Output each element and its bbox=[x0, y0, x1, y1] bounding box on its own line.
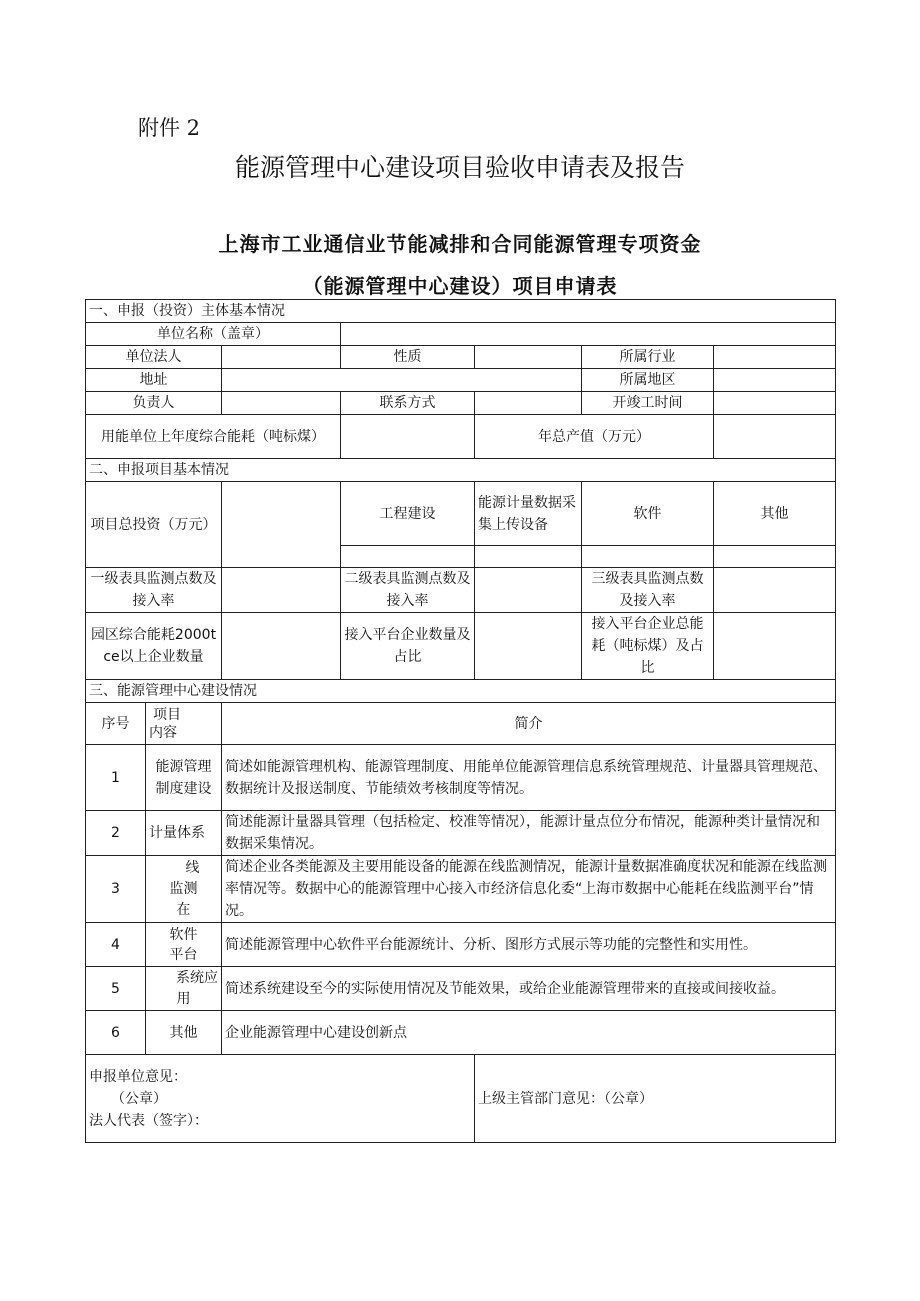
person-in-charge-value[interactable] bbox=[222, 392, 341, 415]
row-item-part-a: 系统应 bbox=[176, 969, 218, 986]
nature-value[interactable] bbox=[475, 346, 582, 369]
table-row bbox=[86, 856, 836, 923]
park-energy-label: 园区综合能耗2000tce以上企业数量 bbox=[86, 613, 222, 680]
software-label: 软件 bbox=[582, 482, 714, 546]
legal-rep-signature-label: 法人代表（签字）： bbox=[89, 1112, 208, 1129]
address-value[interactable] bbox=[222, 369, 582, 392]
row-no: 5 bbox=[86, 967, 146, 1011]
row-no: 3 bbox=[86, 856, 146, 923]
energy-use-value[interactable] bbox=[341, 415, 475, 459]
row-no: 4 bbox=[86, 923, 146, 967]
row-item-part-a: 软件 bbox=[169, 926, 198, 943]
industry-label: 所属行业 bbox=[582, 346, 714, 369]
row-item bbox=[146, 967, 222, 1011]
row-item-part-b: 平台 bbox=[169, 946, 198, 963]
other-label: 其他 bbox=[714, 482, 836, 546]
col-seq-header: 序号 bbox=[86, 703, 146, 745]
annual-output-value[interactable] bbox=[714, 415, 836, 459]
attachment-label: 附件 2 bbox=[138, 116, 201, 140]
other-value[interactable] bbox=[714, 546, 836, 568]
contact-label: 联系方式 bbox=[341, 392, 475, 415]
level3-value[interactable] bbox=[714, 568, 836, 613]
person-in-charge-label: 负责人 bbox=[86, 392, 222, 415]
metering-devices-label: 能源计量数据采集上传设备 bbox=[475, 482, 582, 546]
applicant-opinion-cell[interactable] bbox=[86, 1055, 475, 1143]
col-item-header bbox=[146, 703, 222, 745]
table-row bbox=[86, 811, 836, 856]
applicant-opinion-label: 申报单位意见： bbox=[89, 1068, 187, 1085]
section3-title: 三、能源管理中心建设情况 bbox=[86, 680, 836, 703]
region-label: 所属地区 bbox=[582, 369, 714, 392]
engineering-value[interactable] bbox=[341, 546, 475, 568]
row-no: 1 bbox=[86, 745, 146, 811]
annual-output-label: 年总产值（万元） bbox=[475, 415, 714, 459]
col-item-header-top: 项目 bbox=[153, 706, 181, 723]
platform-energy-label: 接入平台企业总能耗（吨标煤）及占比 bbox=[582, 613, 714, 680]
contact-value[interactable] bbox=[475, 392, 582, 415]
row-description: 简述企业各类能源及主要用能设备的能源在线监测情况，能源计量数据准确度状况和能源在线监测率情况等。数据中心的能源管理中心接入市经济信息化委“上海市数据中心能耗在线监测平台”情况。 bbox=[222, 856, 836, 923]
section1-title: 一、申报（投资）主体基本情况 bbox=[86, 300, 836, 323]
row-no: 2 bbox=[86, 811, 146, 856]
row-item-part-a: 线 bbox=[185, 859, 200, 876]
form-title-line2: （能源管理中心建设）项目申请表 bbox=[302, 274, 618, 298]
start-end-time-value[interactable] bbox=[714, 392, 836, 415]
total-invest-label: 项目总投资（万元） bbox=[86, 482, 222, 568]
region-value[interactable] bbox=[714, 369, 836, 392]
platform-energy-value[interactable] bbox=[714, 613, 836, 680]
form-title-line1: 上海市工业通信业节能减排和合同能源管理专项资金 bbox=[218, 232, 702, 256]
row-item: 能源管理制度建设 bbox=[146, 745, 222, 811]
level1-value[interactable] bbox=[222, 568, 341, 613]
table-row bbox=[86, 923, 836, 967]
row-item: 计量体系 bbox=[146, 811, 222, 856]
level1-label: 一级表具监测点数及接入率 bbox=[86, 568, 222, 613]
level2-value[interactable] bbox=[475, 568, 582, 613]
row-description: 简述如能源管理机构、能源管理制度、用能单位能源管理信息系统管理规范、计量器具管理规范、数据统计及报送制度、节能绩效考核制度等情况。 bbox=[222, 745, 836, 811]
application-form-table bbox=[85, 299, 836, 1143]
row-item-part-b: 用 bbox=[176, 990, 191, 1007]
row-description: 简述能源管理中心软件平台能源统计、分析、图形方式展示等功能的完整性和实用性。 bbox=[222, 923, 836, 967]
legal-person-value[interactable] bbox=[222, 346, 341, 369]
park-energy-value[interactable] bbox=[222, 613, 341, 680]
row-item bbox=[146, 923, 222, 967]
legal-person-label: 单位法人 bbox=[86, 346, 222, 369]
engineering-label: 工程建设 bbox=[341, 482, 475, 546]
energy-use-label: 用能单位上年度综合能耗（吨标煤） bbox=[86, 415, 341, 459]
platform-count-value[interactable] bbox=[475, 613, 582, 680]
col-intro-header: 简介 bbox=[222, 703, 836, 745]
level3-label: 三级表具监测点数及接入率 bbox=[582, 568, 714, 613]
superior-opinion-cell[interactable] bbox=[475, 1055, 836, 1143]
row-item bbox=[146, 856, 222, 923]
row-item-part-c: 在 bbox=[176, 901, 191, 918]
platform-count-label: 接入平台企业数量及占比 bbox=[341, 613, 475, 680]
start-end-time-label: 开竣工时间 bbox=[582, 392, 714, 415]
table-row bbox=[86, 1011, 836, 1055]
nature-label: 性质 bbox=[341, 346, 475, 369]
software-value[interactable] bbox=[582, 546, 714, 568]
address-label: 地址 bbox=[86, 369, 222, 392]
table-row bbox=[86, 745, 836, 811]
total-invest-value[interactable] bbox=[222, 482, 341, 568]
industry-value[interactable] bbox=[714, 346, 836, 369]
section2-title: 二、申报项目基本情况 bbox=[86, 459, 836, 482]
superior-opinion-label: 上级主管部门意见：（公章） bbox=[478, 1090, 653, 1107]
row-item: 其他 bbox=[146, 1011, 222, 1055]
row-item-part-b: 监测 bbox=[169, 880, 198, 897]
applicant-seal-label: （公章） bbox=[111, 1090, 167, 1107]
unit-name-value[interactable] bbox=[341, 323, 836, 346]
document-title: 能源管理中心建设项目验收申请表及报告 bbox=[234, 153, 685, 182]
unit-name-label: 单位名称（盖章） bbox=[86, 323, 341, 346]
row-description: 企业能源管理中心建设创新点 bbox=[222, 1011, 836, 1055]
row-no: 6 bbox=[86, 1011, 146, 1055]
level2-label: 二级表具监测点数及接入率 bbox=[341, 568, 475, 613]
row-description: 简述系统建设至今的实际使用情况及节能效果，或给企业能源管理带来的直接或间接收益。 bbox=[222, 967, 836, 1011]
metering-devices-value[interactable] bbox=[475, 546, 582, 568]
col-item-header-bottom: 内容 bbox=[149, 724, 177, 741]
row-description: 简述能源计量器具管理（包括检定、校准等情况），能源计量点位分布情况，能源种类计量情况和数据采集情况。 bbox=[222, 811, 836, 856]
table-row bbox=[86, 967, 836, 1011]
